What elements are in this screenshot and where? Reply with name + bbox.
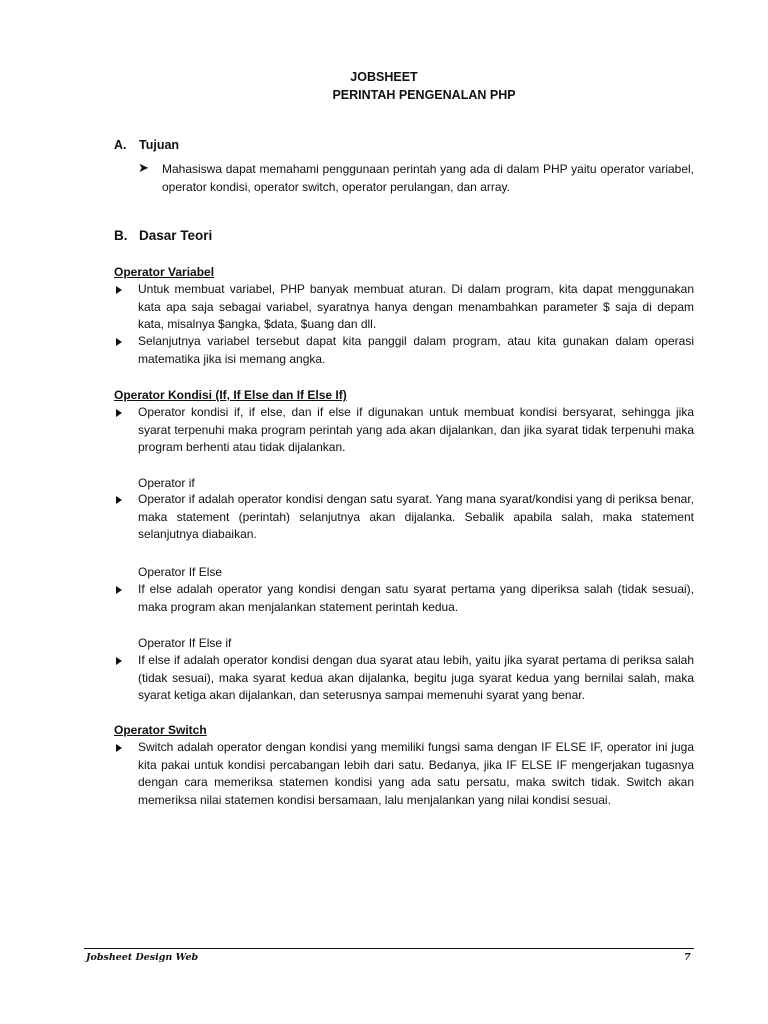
triangle-bullet-icon — [116, 586, 122, 594]
operator-kondisi-heading: Operator Kondisi (If, If Else dan If Else If) — [114, 388, 347, 402]
variabel-bullet-1: Untuk membuat variabel, PHP banyak membuat aturan. Di dalam program, kita dapat menggunakan kata apa saja sebagai variabel, syaratnya hanya dengan menambahkan parameter $ saja di depam kata, misalnya $angka, $data, $uang dan dll. — [138, 282, 694, 331]
kondisi-intro: Operator kondisi if, if else, dan if else if digunakan untuk membuat kondisi bersyarat, sehingga jika syarat terpenuhi maka program perintah yang ada akan dijalankan, dan jika syarat tidak terpenuhi maka program berhenti atau tidak dijalankan. — [138, 405, 694, 454]
document-subtitle: PERINTAH PENGENALAN PHP — [332, 88, 516, 102]
operator-if-label: Operator if — [138, 476, 195, 490]
document-title: JOBSHEET — [350, 70, 418, 84]
operator-if-else-if-label: Operator If Else if — [138, 636, 232, 650]
footer-divider — [84, 948, 694, 949]
footer-title: Jobsheet Design Web — [86, 952, 199, 963]
operator-if-else-if-text: If else if adalah operator kondisi dengan dua syarat atau lebih, yaitu jika syarat pertama di periksa salah (tidak sesuai), maka syarat kedua akan dijalanka, begitu juga syarat kedua yang bernilai salah, maka syarat ketiga akan dijalankan, dan seterusnya sampai memenuhi syarat yang benar. — [138, 653, 694, 702]
triangle-bullet-icon — [116, 744, 122, 752]
arrow-bullet-icon: ➤ — [138, 160, 149, 175]
triangle-bullet-icon — [116, 286, 122, 294]
triangle-bullet-icon — [116, 496, 122, 504]
section-a-title: Tujuan — [139, 138, 180, 152]
triangle-bullet-icon — [116, 338, 122, 346]
operator-if-else-label: Operator If Else — [138, 565, 223, 579]
operator-if-else-text: If else adalah operator yang kondisi dengan satu syarat pertama yang diperiksa salah (tidak sesuai), maka program akan menjalankan statement perintah kedua. — [138, 582, 694, 614]
tujuan-text: Mahasiswa dapat memahami penggunaan perintah yang ada di dalam PHP yaitu operator variabel, operator kondisi, operator switch, operator perulangan, dan array. — [162, 162, 694, 194]
section-b-heading — [114, 228, 212, 243]
triangle-bullet-icon — [116, 657, 122, 665]
operator-variabel-heading: Operator Variabel — [114, 265, 215, 279]
page-number: 7 — [684, 952, 691, 963]
operator-switch-text: Switch adalah operator dengan kondisi yang memiliki fungsi sama dengan IF ELSE IF, operator ini juga kita pakai untuk kondisi percabangan lebih dari satu. Bedanya, jika IF ELSE IF mengerjakan tugasnya dengan cara memeriksa statemen kondisi yang ada satu persatu, maka switch tidak. Switch akan memeriksa nilai statemen kondisi bersamaan, lalu menjalankan yang nilai kondisi sesuai. — [138, 740, 694, 807]
section-b-number: B. — [114, 228, 128, 243]
section-a-heading — [114, 138, 179, 152]
section-a-number: A. — [114, 138, 127, 152]
triangle-bullet-icon — [116, 409, 122, 417]
operator-switch-heading: Operator Switch — [114, 723, 207, 737]
variabel-bullet-2: Selanjutnya variabel tersebut dapat kita panggil dalam program, atau kita gunakan dalam operasi matematika jika isi memang angka. — [138, 334, 694, 366]
operator-if-text: Operator if adalah operator kondisi dengan satu syarat. Yang mana syarat/kondisi yang di periksa benar, maka statement (perintah) selanjutnya akan dijalanka. Sebalik apabila salah, maka statement selanjutnya diabaikan. — [138, 492, 694, 541]
section-b-title: Dasar Teori — [139, 228, 213, 243]
